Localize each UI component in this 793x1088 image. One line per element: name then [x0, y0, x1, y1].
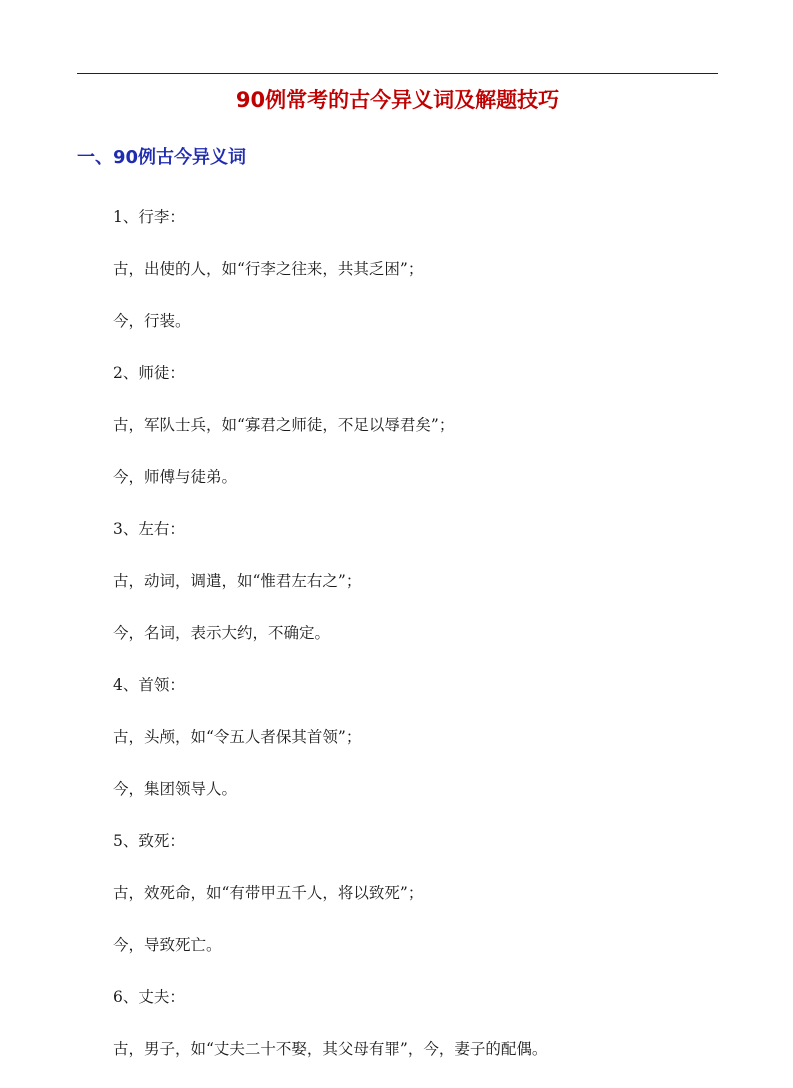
entry-term: 1、行李： [113, 208, 185, 226]
entry-modern-meaning: 今，集团领导人。 [113, 780, 238, 798]
entry-term: 5、致死： [113, 832, 185, 850]
entry-ancient-meaning: 古，效死命，如“有带甲五千人，将以致死”； [113, 884, 424, 902]
entry-modern-meaning: 今，行装。 [113, 312, 191, 330]
entry-term: 3、左右： [113, 520, 185, 538]
entry-ancient-meaning: 古，男子，如“丈夫二十不娶，其父母有罪”，今，妻子的配偶。 [113, 1040, 548, 1058]
entry-ancient-meaning: 古，出使的人，如“行李之往来，共其乏困”； [113, 260, 424, 278]
document-title: 90例常考的古今异义词及解题技巧 [235, 88, 560, 112]
entry-term: 2、师徒： [113, 364, 185, 382]
entry-ancient-meaning: 古，动词，调遣，如“惟君左右之”； [113, 572, 362, 590]
entry-ancient-meaning: 古，头颅，如“令五人者保其首领”； [113, 728, 362, 746]
entry-term: 6、丈夫： [113, 988, 185, 1006]
header-rule [77, 73, 718, 74]
entry-modern-meaning: 今，导致死亡。 [113, 936, 222, 954]
entry-list [113, 204, 733, 1088]
section-heading: 一、90例古今异义词 [77, 147, 247, 168]
entry-modern-meaning: 今，名词，表示大约，不确定。 [113, 624, 331, 642]
entry-term: 4、首领： [113, 676, 185, 694]
entry-modern-meaning: 今，师傅与徒弟。 [113, 468, 238, 486]
entry-ancient-meaning: 古，军队士兵，如“寡君之师徒，不足以辱君矣”； [113, 416, 455, 434]
